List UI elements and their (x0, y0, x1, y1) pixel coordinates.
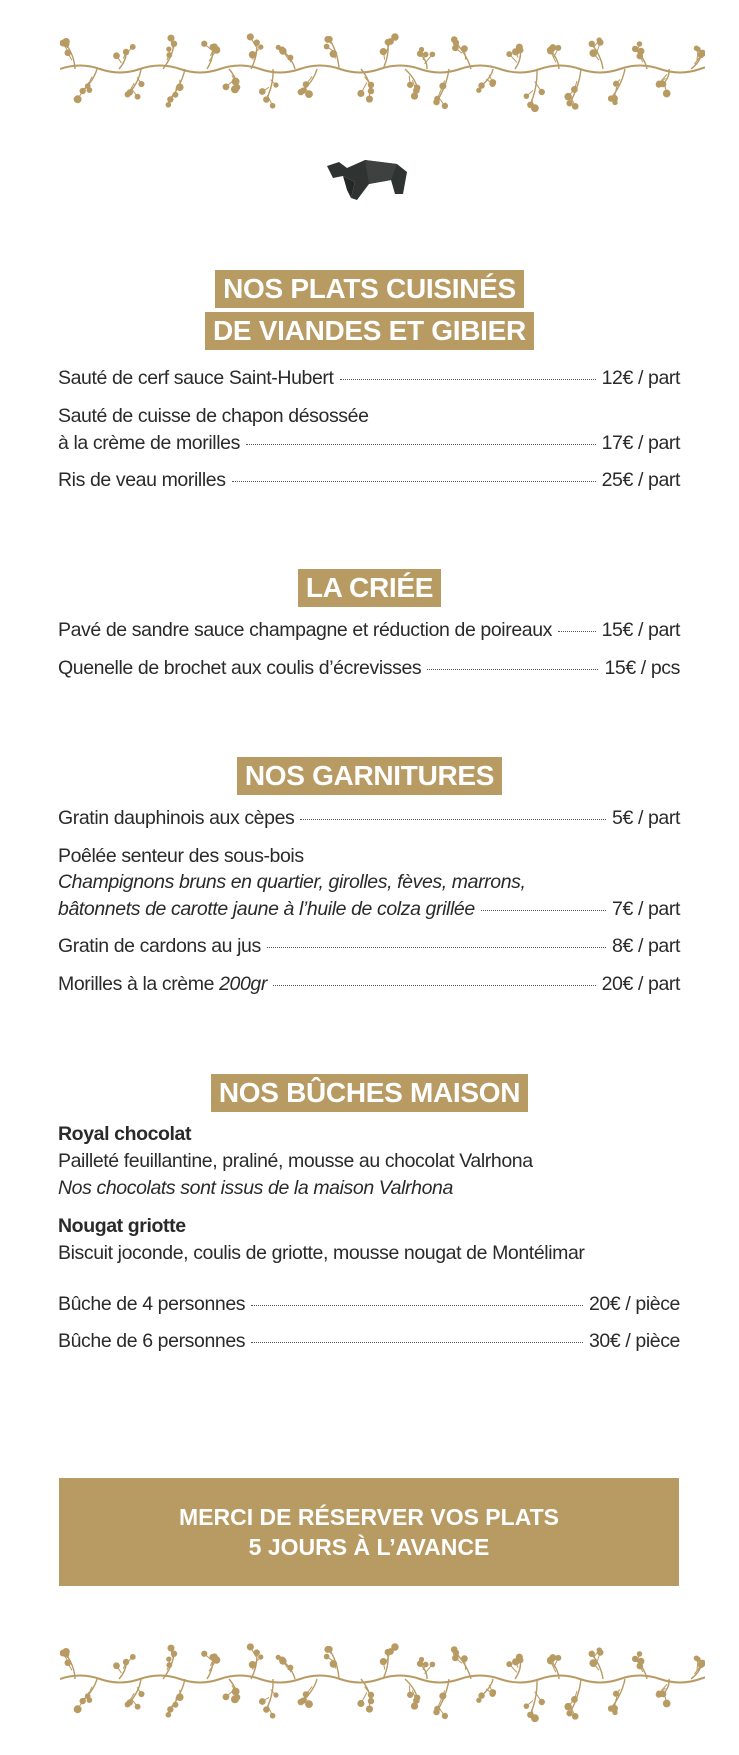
reservation-notice-line: 5 JOURS À L’AVANCE (248, 1534, 490, 1560)
garland-bottom-decoration (60, 1632, 705, 1727)
item-weight: 200gr (219, 973, 267, 995)
item-label: bâtonnets de carotte jaune à l’huile de colza grillée (58, 898, 475, 920)
menu-item (58, 897, 680, 921)
section-title-criee (0, 569, 739, 607)
item-label-text: Morilles à la crème (58, 973, 215, 995)
item-label: Bûche de 4 personnes (58, 1293, 246, 1315)
menu-item (58, 806, 680, 830)
item-price: 20€ / pièce (588, 1293, 680, 1315)
item-label: Pavé de sandre sauce champagne et réduction de poireaux (58, 619, 553, 641)
item-price: 12€ / part (601, 367, 680, 389)
item-label-line: Poêlée senteur des sous-bois (58, 845, 304, 867)
item-price: 25€ / part (601, 469, 680, 491)
buche-description: Biscuit joconde, coulis de griotte, mousse nougat de Montélimar (58, 1242, 585, 1264)
item-price: 8€ / part (612, 935, 680, 957)
dotted-leader (558, 630, 596, 632)
reservation-notice-line: MERCI DE RÉSERVER VOS PLATS (179, 1504, 559, 1530)
dotted-leader (232, 480, 596, 482)
menu-item (58, 972, 680, 996)
section-title-line: NOS PLATS CUISINÉS (215, 270, 524, 308)
item-price: 30€ / pièce (588, 1330, 680, 1352)
item-label: Quenelle de brochet aux coulis d’écrevisses (58, 657, 422, 679)
item-description-line: Champignons bruns en quartier, girolles, fèves, marrons, (58, 871, 526, 893)
item-label: Gratin de cardons au jus (58, 935, 261, 957)
buche-name: Royal chocolat (58, 1123, 192, 1145)
dotted-leader (273, 984, 596, 986)
buche-note: Nos chocolats sont issus de la maison Valrhona (58, 1177, 453, 1199)
dotted-leader (251, 1304, 583, 1306)
section-title-line: LA CRIÉE (298, 569, 441, 607)
item-price: 20€ / part (601, 973, 680, 995)
dotted-leader (481, 909, 606, 911)
section-title-line: DE VIANDES ET GIBIER (205, 312, 534, 350)
menu-item (58, 431, 680, 455)
item-label: Gratin dauphinois aux cèpes (58, 807, 295, 829)
menu-item (58, 366, 680, 390)
section-title-viandes (0, 270, 739, 350)
item-label: Sauté de cerf sauce Saint-Hubert (58, 367, 334, 389)
reservation-notice (59, 1478, 679, 1586)
item-label: Ris de veau morilles (58, 469, 226, 491)
section-title-line: NOS BÛCHES MAISON (211, 1074, 528, 1112)
item-price: 15€ / part (601, 619, 680, 641)
dotted-leader (300, 818, 606, 820)
menu-item (58, 934, 680, 958)
dotted-leader (251, 1341, 583, 1343)
item-label-line: Sauté de cuisse de chapon désossée (58, 405, 369, 427)
item-label: à la crème de morilles (58, 432, 240, 454)
item-price: 17€ / part (601, 432, 680, 454)
item-price: 15€ / pcs (604, 657, 680, 679)
item-label (58, 972, 267, 996)
item-price: 5€ / part (612, 807, 680, 829)
menu-item (58, 468, 680, 492)
dotted-leader (267, 946, 606, 948)
menu-item (58, 1292, 680, 1316)
cow-icon (325, 150, 413, 200)
menu-item (58, 618, 680, 642)
garland-top-decoration (60, 22, 705, 117)
dotted-leader (340, 378, 596, 380)
menu-item (58, 1329, 680, 1353)
menu-item (58, 656, 680, 680)
item-price: 7€ / part (612, 898, 680, 920)
section-title-line: NOS GARNITURES (237, 757, 502, 795)
dotted-leader (246, 443, 596, 445)
item-label: Bûche de 6 personnes (58, 1330, 246, 1352)
section-title-garnitures (0, 757, 739, 795)
buche-description: Pailleté feuillantine, praliné, mousse au chocolat Valrhona (58, 1150, 533, 1172)
dotted-leader (427, 668, 598, 670)
section-title-buches (0, 1074, 739, 1112)
buche-name: Nougat griotte (58, 1215, 186, 1237)
